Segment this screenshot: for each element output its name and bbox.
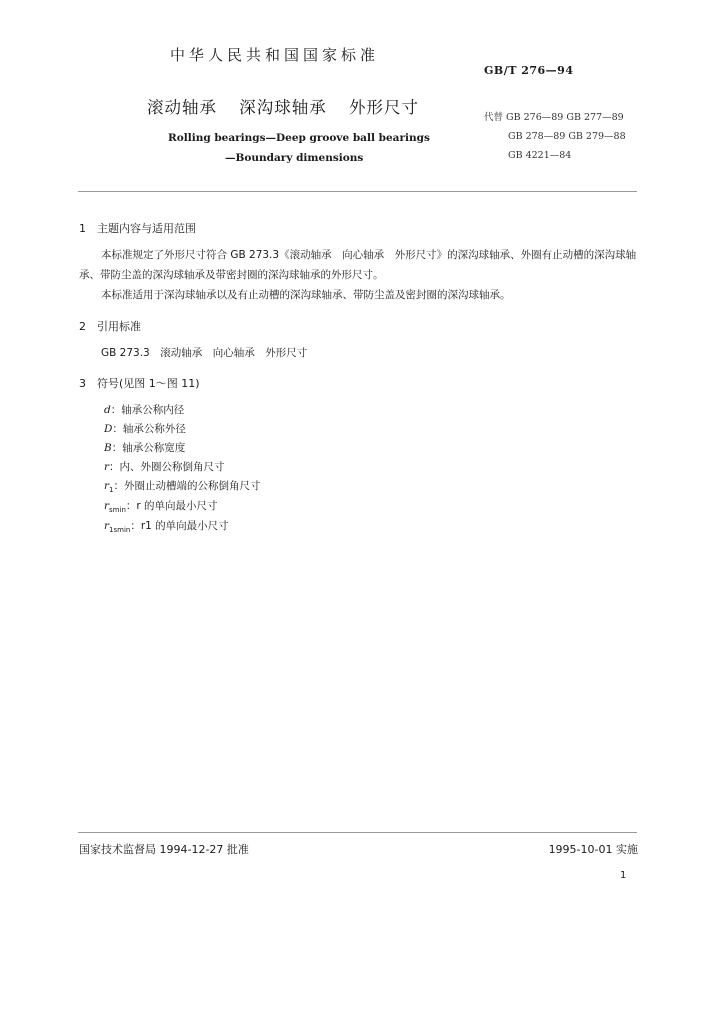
page-number: 1 (620, 870, 627, 881)
section-2-number: 2 (79, 320, 86, 333)
symbol-row: r：内、外圈公称倒角尺寸 (104, 461, 225, 473)
symbol-row: $r_{smin}$：r 的单向最小尺寸 (104, 500, 218, 515)
title-part-3: 外形尺寸 (349, 98, 419, 117)
title-part-2: 深沟球轴承 (239, 98, 327, 117)
document-title-en-line2: —Boundary dimensions (225, 152, 364, 164)
reference-standard: GB 273.3 滚动轴承 向心轴承 外形尺寸 (101, 347, 308, 359)
document-title-zh (147, 94, 435, 118)
section-2-heading (79, 318, 141, 334)
symbol-row: d：轴承公称内径 (104, 404, 185, 416)
document-title-en-line1: Rolling bearings—Deep groove ball bearings (168, 132, 430, 144)
effective-date: 1995-10-01 实施 (548, 843, 638, 856)
section-1-heading (79, 220, 196, 236)
standard-number: GB/T 276—94 (484, 64, 574, 77)
replaces-line-1: 代替 GB 276—89 GB 277—89 (484, 112, 624, 123)
footer-divider (78, 832, 637, 833)
section-2-title: 引用标准 (97, 320, 141, 333)
replaces-line-2: GB 278—89 GB 279—88 (508, 131, 626, 142)
section-1-para-2: 本标准适用于深沟球轴承以及有止动槽的深沟球轴承、带防尘盖及密封圈的深沟球轴承。 (101, 289, 511, 301)
symbol-row: B：轴承公称宽度 (104, 442, 186, 454)
section-1-title: 主题内容与适用范围 (97, 222, 196, 235)
replaces-line-3: GB 4221—84 (508, 150, 572, 161)
approval-info: 国家技术监督局 1994-12-27 批准 (79, 843, 249, 856)
replaces-block (484, 108, 626, 165)
symbol-row: $r_{1smin}$：r1 的单向最小尺寸 (104, 520, 229, 535)
section-3-title: 符号(见图 1～图 11) (97, 377, 200, 390)
symbol-row: D：轴承公称外径 (104, 423, 186, 435)
symbol-row: $r_1$：外圈止动槽端的公称倒角尺寸 (104, 480, 261, 495)
section-1-para-1: 本标准规定了外形尺寸符合 GB 273.3《滚动轴承 向心轴承 外形尺寸》的深沟球轴承、外圈有止动槽的深沟球轴承、带防尘盖的深沟球轴承及带密封圈的深沟球轴承的外形尺寸。 (79, 249, 637, 281)
section-3-heading (79, 375, 200, 391)
header-divider (78, 191, 637, 192)
title-part-1: 滚动轴承 (147, 98, 217, 117)
standard-title: 中华人民共和国国家标准 (170, 46, 380, 64)
section-1-body (79, 245, 639, 305)
section-1-number: 1 (79, 222, 86, 235)
section-3-number: 3 (79, 377, 86, 390)
